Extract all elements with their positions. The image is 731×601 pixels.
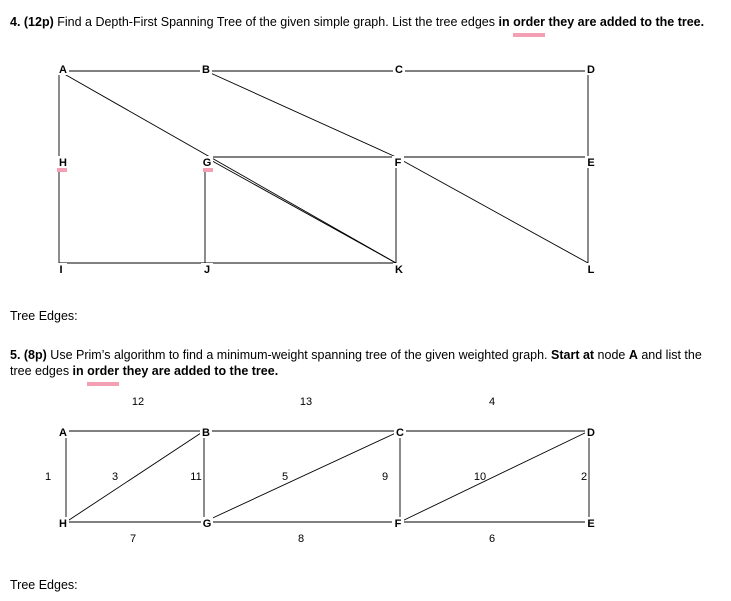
graph2-node-a: A — [59, 427, 67, 439]
q5-node: A — [628, 348, 638, 362]
graph2-edge-F-D — [400, 431, 589, 522]
graph2-weight-A-H: 1 — [44, 471, 52, 483]
graph1-node-b: B — [202, 64, 210, 76]
graph1-node-h: H — [59, 157, 67, 169]
q5-bold-in: in — [72, 364, 84, 378]
q5-text3: and list the tree edges — [10, 348, 702, 378]
q5-number: 5. (8p) — [10, 348, 47, 362]
graph1-node-f: F — [394, 157, 402, 169]
q4-number: 4. (12p) — [10, 15, 54, 29]
graph1-edge-B-F — [206, 71, 396, 157]
q5-start-at: Start at — [551, 348, 595, 362]
graph1-node-i: I — [59, 264, 63, 276]
graph2-node-g: G — [202, 518, 212, 530]
graph1-node-k: K — [395, 264, 403, 276]
graph2-weight-B-C: 13 — [299, 396, 313, 408]
q5-highlight-order: order — [87, 364, 120, 378]
graph1-node-j: J — [203, 264, 211, 276]
q4-highlight-order: order — [513, 15, 546, 29]
q5-text1: Use Prim’s algorithm to find a minimum-weight spanning tree of the given weighted graph. — [46, 348, 551, 362]
graph1-node-e: E — [587, 157, 595, 169]
graph2-edge-G-C — [204, 431, 400, 522]
graph2-weight-C-F: 9 — [381, 471, 389, 483]
q4-text: Find a Depth-First Spanning Tree of the given simple graph. List the tree edges — [53, 15, 499, 29]
q4-tree-edges-label: Tree Edges: — [10, 309, 78, 323]
graph2-node-h: H — [59, 518, 67, 530]
question-5-prompt — [10, 347, 725, 379]
graph2-node-b: B — [202, 427, 210, 439]
q4-bold-rest: they are added to the tree. — [548, 15, 705, 29]
q5-tree-edges-label: Tree Edges: — [10, 578, 78, 592]
graph2-node-f: F — [394, 518, 402, 530]
q5-bold-rest: they are added to the tree. — [122, 364, 279, 378]
graph2-weight-G-F: 8 — [297, 533, 305, 545]
graph2-weight-D-E: 2 — [580, 471, 588, 483]
graph1-edge-A-K — [59, 71, 396, 263]
graph1-node-l: L — [587, 264, 595, 276]
graph2-weight-A-B: 12 — [131, 396, 145, 408]
graph2-weight-H-B: 3 — [111, 471, 119, 483]
graph2-weight-F-E: 6 — [488, 533, 496, 545]
graph1-edge-G-K — [202, 157, 396, 263]
q5-text2: node — [594, 348, 629, 362]
graph2-node-e: E — [587, 518, 595, 530]
q4-bold-in: in — [498, 15, 510, 29]
graph2-edge-H-B — [66, 431, 204, 522]
graph1-node-c: C — [395, 64, 403, 76]
graph2-weight-H-G: 7 — [129, 533, 137, 545]
graph1-edge-F-L — [396, 157, 588, 263]
graph2-weight-C-D: 4 — [488, 396, 496, 408]
graph2-weight-B-G: 11 — [190, 471, 202, 483]
graph1-node-d: D — [587, 64, 595, 76]
graph2-weight-G-C: 5 — [281, 471, 289, 483]
graph2-weight-F-D: 10 — [473, 471, 487, 483]
graph1-node-g: G — [202, 157, 212, 169]
graph2-node-c: C — [396, 427, 404, 439]
graph2-node-d: D — [587, 427, 595, 439]
graph1-node-a: A — [59, 64, 67, 76]
